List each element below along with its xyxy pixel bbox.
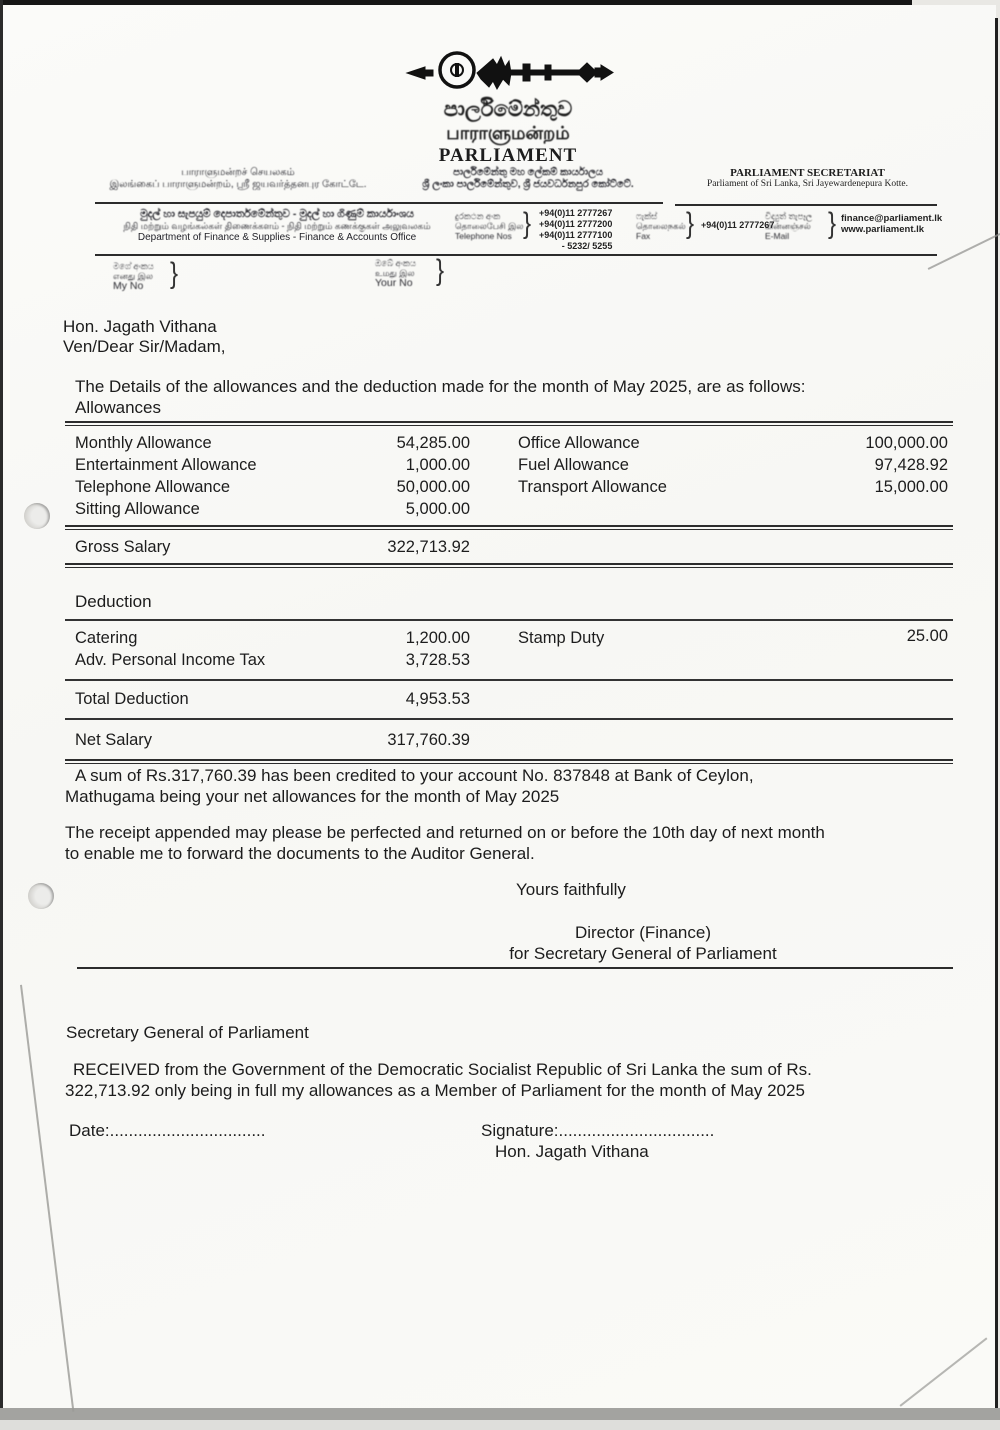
telephone-label-sinhala: දුරකථන අංක [455,211,501,221]
masthead-divider-right [675,204,937,206]
scan-edge-top [0,0,912,5]
net-salary-label: Net Salary [75,730,153,749]
valediction: Yours faithfully [516,880,626,899]
scan-edge-bottom [0,1408,1000,1420]
telephone-number-3: +94(0)11 2777100 [539,230,613,240]
email-brace: } [828,207,837,240]
secretariat-tamil-line2: இலங்கைப் பாராளுமன்றம், ஸ்ரீ ஜயவர்த்தனபுர கோட்டே. [109,179,367,190]
credit-paragraph [65,765,955,807]
telephone-brace: } [523,207,532,240]
scan-edge-left [0,0,3,1410]
allowance-label: Telephone Allowance [75,477,231,496]
allowance-value: 97,428.92 [874,455,948,474]
total-deduction-row [65,688,953,710]
gross-salary-row [65,536,953,558]
table-row [65,432,953,454]
intro-line: The Details of the allowances and the deduction made for the month of May 2025, are as follows: [75,377,806,396]
deduction-top-rule [65,619,953,621]
deduction-table [65,591,953,764]
department-sinhala: මුදල් හා සැපයුම් දෙපාර්තමේන්තුව - මුදල් හා ගිණුම් කාර්යාංශය [140,208,414,220]
net-salary-row [65,729,953,751]
title-english: PARLIAMENT [438,145,578,166]
receipt-paragraph [65,822,955,864]
secretariat-tamil-line1: பாராளுமன்றச் செயலகம் [181,167,295,178]
allowance-value: 1,000.00 [405,455,470,474]
allowances-heading: Allowances [75,398,161,417]
signatory-for: for Secretary General of Parliament [509,944,777,963]
telephone-number-4: - 5232/ 5255 [561,241,613,251]
deduction-label: Stamp Duty [518,628,605,647]
mace-icon [405,49,615,97]
your-no-sinhala: ඔබේ අංකය [375,258,416,268]
deduction-value: 25.00 [906,627,948,645]
allowance-label: Fuel Allowance [518,455,629,474]
deduction-label: Adv. Personal Income Tax [75,650,266,669]
deduction-value: 1,200.00 [405,628,470,647]
receipt-addressee: Secretary General of Parliament [66,1023,309,1042]
allowance-value: 54,285.00 [396,433,470,452]
scan-edge-right [995,18,998,1430]
telephone-label-english: Telephone Nos [455,231,512,241]
deduction-label: Catering [75,628,138,647]
secretariat-english-line2: Parliament of Sri Lanka, Sri Jayewardenepura Kotte. [706,179,909,189]
signatory-title: Director (Finance) [574,923,712,942]
telephone-numbers [539,208,612,252]
telephone-label [455,211,523,241]
department-tamil: நிதி மற்றும் வழங்கல்கள் திணைக்களம் - நிதி மற்றும் கணக்குகள் அலுவலகம் [123,221,431,231]
date-field: Date:................................. [69,1121,266,1140]
my-no-sinhala: මගේ අංකය [113,261,154,271]
secretariat-sinhala-line1: පාර්ලිමේන්තු මහ ලේකම් කාර්යාලය [453,167,603,178]
credit-line2: Mathugama being your net allowances for the month of May 2025 [65,787,560,806]
title-tamil: பாராளுமன்றம் [446,123,570,143]
your-no-tamil: உமது இல [375,268,415,278]
table-row [65,476,953,498]
secretariat-sinhala-line2: ශ්‍රී ලංකා පාර්ලිමේන්තුව, ශ්‍රී ජයවර්ධනපුර කෝට්ටේ. [422,179,634,190]
website-url: www.parliament.lk [841,224,925,235]
department-block [107,208,447,244]
email-label-english: E-Mail [765,231,790,241]
allowance-label: Monthly Allowance [75,433,212,452]
gross-salary-value: 322,713.92 [387,537,470,556]
fax-brace: } [686,207,695,240]
gross-salary-label: Gross Salary [75,537,171,556]
my-no-brace: } [170,257,179,290]
paper-page [3,5,996,1409]
received-line2: 322,713.92 only being in full my allowances as a Member of Parliament for the month of May 2025 [65,1081,805,1100]
your-no-block [375,258,416,288]
secretariat-tamil [93,167,383,191]
gross-salary-bottom-rule [65,563,953,568]
allowance-label: Office Allowance [518,433,640,452]
secretariat-english-line1: PARLIAMENT SECRETARIAT [730,167,885,179]
masthead-divider-left [95,202,663,204]
my-no-block [113,261,154,291]
salutation: Ven/Dear Sir/Madam, [63,337,226,356]
hole-punch-bottom [28,883,54,909]
total-deduction-value: 4,953.53 [405,689,470,708]
receipt-line2: to enable me to forward the documents to the Auditor General. [65,844,535,863]
department-english: Department of Finance & Supplies - Finance & Accounts Office [137,232,417,243]
net-salary-top-rule [65,718,953,720]
my-no-tamil: எனது இல [113,271,153,281]
allowance-value: 50,000.00 [396,477,470,496]
secretariat-sinhala [388,167,668,191]
net-salary-value: 317,760.39 [387,730,470,749]
allowance-label: Transport Allowance [518,477,667,496]
your-no-english: Your No [375,277,413,289]
table-row [65,454,953,476]
fax-label [636,211,686,241]
allowance-label: Sitting Allowance [75,499,200,518]
signatory-block [473,922,813,964]
section-divider [77,967,953,969]
receipt-signatory-name: Hon. Jagath Vithana [495,1142,649,1161]
deduction-value: 3,728.53 [405,650,470,669]
email-values [841,213,942,235]
total-deduction-top-rule [65,679,953,681]
received-paragraph [65,1059,955,1101]
fax-label-english: Fax [636,231,651,241]
allowance-label: Entertainment Allowance [75,455,257,474]
total-deduction-label: Total Deduction [75,689,189,708]
my-no-english: My No [113,280,144,292]
table-row [65,649,953,671]
allowance-value: 15,000.00 [874,477,948,496]
table-row [65,498,953,520]
telephone-number-2: +94(0)11 2777200 [539,219,613,229]
gross-salary-top-rule [65,525,953,530]
net-salary-bottom-rule [65,759,953,764]
allowance-value: 100,000.00 [865,433,948,452]
receipt-line1: The receipt appended may please be perfected and returned on or before the 10th day of next month [65,823,825,842]
allowances-table [65,421,953,568]
email-address: finance@parliament.lk [841,213,943,224]
title-sinhala: පාර්ලිමේන්තුව [443,98,573,121]
masthead-bottom-divider [95,254,937,256]
telephone-number-1: +94(0)11 2777267 [539,208,613,218]
deduction-heading: Deduction [75,592,152,611]
email-label-tamil: மின்னஞ்சல் [765,221,811,231]
fax-label-tamil: தொலைநகல் [636,221,686,231]
telephone-label-tamil: தொலைபேசி இல [455,221,524,231]
recipient-name: Hon. Jagath Vithana [63,317,217,336]
credit-line1: A sum of Rs.317,760.39 has been credited to your account No. 837848 at Bank of Ceylon, [75,766,754,785]
email-label-sinhala: විද්‍යුත් තැපෑල [765,211,813,221]
fax-number: +94(0)11 2777267 [701,220,775,230]
allowance-value: 5,000.00 [405,499,470,518]
scan-background-strip [0,1420,1000,1430]
your-no-brace: } [436,254,445,287]
secretariat-english [675,167,940,189]
allowances-table-top-rule [65,421,953,426]
table-row [65,627,953,649]
email-label [765,211,812,241]
fax-label-sinhala: ෆැක්ස් [636,211,658,221]
hole-punch-top [24,503,50,529]
signature-field: Signature:................................. [481,1121,715,1140]
received-line1: RECEIVED from the Government of the Democratic Socialist Republic of Sri Lanka the sum of Rs. [73,1060,812,1079]
